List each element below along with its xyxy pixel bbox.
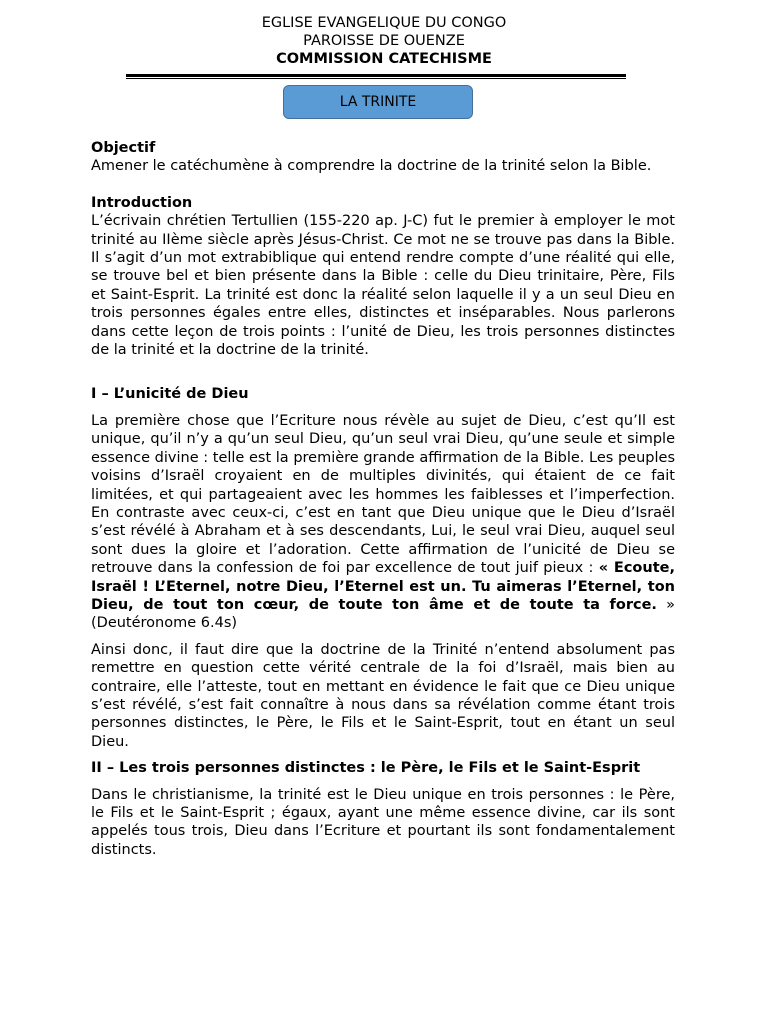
section1-p1-end: » (Deutéronome 6.4s) [91, 596, 675, 632]
section1-p1-quote: « Ecoute, Israël ! L’Eternel, notre Dieu, l’Eternel est un. Tu aimeras l’Eternel, ton Dieu, de tout ton cœur, de toute ton âme et de toute ta force. [91, 560, 675, 613]
parish-name: PAROISSE DE OUENZE [303, 33, 465, 49]
introduction-heading: Introduction [91, 194, 193, 211]
section1-p1-text: La première chose que l’Ecriture nous révèle au sujet de Dieu, c’est qu’Il est unique, qu’il n’y a qu’un seul Dieu, qu’un seul vrai Dieu, qu’une seule et simple essence divine : telle est la première grande affirmation de la Bible. Les peuples voisins d’Israël croyaient en de multiples divinités, qui étaient de ce fait limitées, et qui partageaient avec les hommes les faiblesses et l’imperfection. En contraste avec ceux-ci, c’est en tant que Dieu unique que le Dieu d’Israël s’est révélé à Abraham et à ses descendants, Lui, le seul vrai Dieu, auquel seul sont dues la gloire et l’adoration. Cette affirmation de l’unicité de Dieu se retrouve dans la confession de foi par excellence de tout juif pieux : [91, 412, 675, 577]
introduction-text: L’écrivain chrétien Tertullien (155-220 ap. J-C) fut le premier à employer le mot trinité au IIème siècle après Jésus-Christ. Ce mot ne se trouve pas dans la Bible. Il s’agit d’un mot extrabiblique qui entend rendre compte d’une réalité qui elle, se trouve bel et bien présente dans la Bible : celle du Dieu trinitaire, Père, Fils et Saint-Esprit. La trinité est donc la réalité selon laquelle il y a un seul Dieu en trois personnes égales entre elles, distinctes et inséparables. Nous parlerons dans cette leçon de trois points : l’unité de Dieu, les trois personnes distinctes de la trinité et la doctrine de la trinité. [91, 213, 675, 359]
section2-heading: II – Les trois personnes distinctes : le Père, le Fils et le Saint-Esprit [91, 760, 641, 777]
section1-paragraph2: Ainsi donc, il faut dire que la doctrine de la Trinité n’entend absolument pas remettre en question cette vérité centrale de la foi d’Israël, mais bien au contraire, elle l’atteste, tout en mettant en évidence le fait que ce Dieu unique s’est révélé, s’est fait connaître à nous dans sa révélation comme étant trois personnes distinctes, le Père, le Fils et le Saint-Esprit, tout en étant un seul Dieu. [91, 641, 675, 750]
section2-paragraph1: Dans le christianisme, la trinité est le Dieu unique en trois personnes : le Père, le Fils et le Saint-Esprit ; égaux, ayant une même essence divine, car ils sont appelés tous trois, Dieu dans l’Ecriture et pourtant ils sont fondamentalement distincts. [91, 786, 675, 858]
section1-heading: I – L’unicité de Dieu [91, 386, 249, 403]
header-rule [126, 74, 626, 77]
objectif-text: Amener le catéchumène à comprendre la doctrine de la trinité selon la Bible. [91, 158, 652, 175]
document-body [91, 139, 675, 859]
objectif-heading: Objectif [91, 140, 156, 156]
lesson-title: LA TRINITE [283, 85, 473, 119]
commission-name: COMMISSION CATECHISME [276, 51, 492, 67]
document-header [0, 14, 768, 68]
section1-paragraph1 [91, 412, 675, 633]
church-name: EGLISE EVANGELIQUE DU CONGO [261, 15, 507, 31]
header-rule-thin [126, 78, 626, 79]
